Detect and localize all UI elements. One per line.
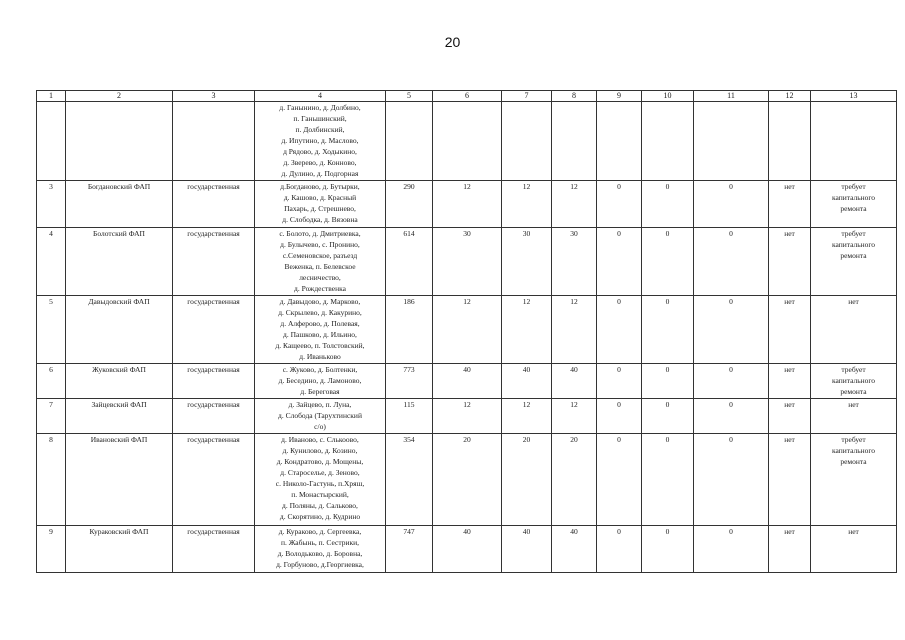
- col8-cell: 12: [552, 181, 597, 228]
- col6-cell: 12: [433, 181, 502, 228]
- row-number-cell: 6: [37, 364, 66, 399]
- col8-cell: 20: [552, 434, 597, 526]
- row-number-cell: 7: [37, 399, 66, 434]
- col11-cell: [694, 102, 769, 181]
- column-header: 9: [597, 91, 642, 102]
- col7-cell: 12: [502, 296, 552, 364]
- villages-cell: д. Зайцево, п. Луна, д. Слобода (Тарухтинский с/о): [255, 399, 386, 434]
- col5-cell: [386, 102, 433, 181]
- fap-name-cell: Ивановский ФАП: [66, 434, 173, 526]
- ownership-cell: государственная: [173, 228, 255, 296]
- condition-cell: требует капитального ремонта: [811, 364, 897, 399]
- col12-cell: нет: [769, 296, 811, 364]
- col10-cell: 0: [642, 296, 694, 364]
- col10-cell: 0: [642, 399, 694, 434]
- col10-cell: 0: [642, 181, 694, 228]
- col5-cell: 354: [386, 434, 433, 526]
- table-row: [37, 364, 897, 399]
- table-row: [37, 228, 897, 296]
- row-number-cell: 8: [37, 434, 66, 526]
- col7-cell: 12: [502, 181, 552, 228]
- ownership-cell: государственная: [173, 181, 255, 228]
- villages-cell: д. Кураково, д. Сергеевка, п. Жабынь, п. Сестрики, д. Володьково, д. Боровна, д. Горбуново, д.Георгиевка,: [255, 526, 386, 573]
- col7-cell: 30: [502, 228, 552, 296]
- column-header: 12: [769, 91, 811, 102]
- table-header-row: [37, 91, 897, 102]
- col9-cell: [597, 102, 642, 181]
- villages-cell: с. Жуково, д. Болтенки, д. Беседино, д. Ламоново, д. Береговая: [255, 364, 386, 399]
- col11-cell: 0: [694, 364, 769, 399]
- col5-cell: 614: [386, 228, 433, 296]
- col11-cell: 0: [694, 526, 769, 573]
- col11-cell: 0: [694, 296, 769, 364]
- row-number-cell: 3: [37, 181, 66, 228]
- villages-cell: д.Богданово, д. Бутырки, д. Кашово, д. Красный Пахарь, д. Стрешнево, д. Слободка, д. Вязовна: [255, 181, 386, 228]
- col8-cell: 12: [552, 399, 597, 434]
- column-header: 8: [552, 91, 597, 102]
- col7-cell: 20: [502, 434, 552, 526]
- col7-cell: 40: [502, 526, 552, 573]
- col5-cell: 747: [386, 526, 433, 573]
- column-header: 2: [66, 91, 173, 102]
- col12-cell: нет: [769, 364, 811, 399]
- col12-cell: нет: [769, 434, 811, 526]
- villages-cell: д. Давыдово, д. Марково, д. Скрылево, д. Какурино, д. Алферово, д. Полевая, д. Пашково, д. Ильино, д. Кащеево, п. Толстовский, д. Иваньково: [255, 296, 386, 364]
- ownership-cell: государственная: [173, 364, 255, 399]
- fap-name-cell: Болотский ФАП: [66, 228, 173, 296]
- col6-cell: [433, 102, 502, 181]
- col12-cell: [769, 102, 811, 181]
- col8-cell: 12: [552, 296, 597, 364]
- ownership-cell: государственная: [173, 526, 255, 573]
- col8-cell: 30: [552, 228, 597, 296]
- condition-cell: требует капитального ремонта: [811, 228, 897, 296]
- col6-cell: 12: [433, 399, 502, 434]
- col6-cell: 20: [433, 434, 502, 526]
- column-header: 11: [694, 91, 769, 102]
- col5-cell: 290: [386, 181, 433, 228]
- villages-cell: д. Иваново, с. Слькоово, д. Кунилово, д. Козино, д. Кондратово, д. Мощены, д. Староселье, д. Зеново, с. Николо-Гастунь, п.Хряш, п. Монастырский, д. Поляны, д. Сальково, д. Скорятино, д. Кудрино: [255, 434, 386, 526]
- condition-cell: [811, 102, 897, 181]
- col11-cell: 0: [694, 399, 769, 434]
- col12-cell: нет: [769, 526, 811, 573]
- fap-name-cell: Давыдовский ФАП: [66, 296, 173, 364]
- col8-cell: 40: [552, 364, 597, 399]
- col10-cell: 0: [642, 526, 694, 573]
- condition-cell: нет: [811, 399, 897, 434]
- col6-cell: 12: [433, 296, 502, 364]
- fap-name-cell: Богдановский ФАП: [66, 181, 173, 228]
- fap-name-cell: [66, 102, 173, 181]
- condition-cell: требует капитального ремонта: [811, 434, 897, 526]
- column-header: 13: [811, 91, 897, 102]
- col11-cell: 0: [694, 228, 769, 296]
- column-header: 1: [37, 91, 66, 102]
- column-header: 7: [502, 91, 552, 102]
- col6-cell: 30: [433, 228, 502, 296]
- col11-cell: 0: [694, 181, 769, 228]
- column-header: 10: [642, 91, 694, 102]
- row-number-cell: [37, 102, 66, 181]
- condition-cell: нет: [811, 296, 897, 364]
- col9-cell: 0: [597, 228, 642, 296]
- col12-cell: нет: [769, 399, 811, 434]
- col9-cell: 0: [597, 399, 642, 434]
- villages-cell: с. Болото, д. Дмитриевка, д. Булычево, с. Пронино, с.Семеновское, разъезд Веженка, п. Белевское лесничество, д. Рождественка: [255, 228, 386, 296]
- col9-cell: 0: [597, 181, 642, 228]
- table-row: [37, 102, 897, 181]
- col10-cell: 0: [642, 228, 694, 296]
- col5-cell: 773: [386, 364, 433, 399]
- column-header: 6: [433, 91, 502, 102]
- table-row: [37, 181, 897, 228]
- table-row: [37, 526, 897, 573]
- col11-cell: 0: [694, 434, 769, 526]
- col6-cell: 40: [433, 526, 502, 573]
- col7-cell: [502, 102, 552, 181]
- fap-name-cell: Жуковский ФАП: [66, 364, 173, 399]
- ownership-cell: [173, 102, 255, 181]
- col8-cell: [552, 102, 597, 181]
- col7-cell: 12: [502, 399, 552, 434]
- col9-cell: 0: [597, 364, 642, 399]
- fap-registry-table: [36, 90, 897, 573]
- condition-cell: требует капитального ремонта: [811, 181, 897, 228]
- villages-cell: д. Ганынино, д. Долбино, п. Ганьшинский, п. Долбинский, д. Ипутино, д. Маслово, д Рядово, д. Ходыкино, д. Зверево, д. Конново, д. Дулино, д. Подгорная: [255, 102, 386, 181]
- row-number-cell: 5: [37, 296, 66, 364]
- page-number: 20: [444, 34, 461, 50]
- fap-name-cell: Кураковский ФАП: [66, 526, 173, 573]
- col9-cell: 0: [597, 526, 642, 573]
- ownership-cell: государственная: [173, 434, 255, 526]
- ownership-cell: государственная: [173, 296, 255, 364]
- column-header: 3: [173, 91, 255, 102]
- column-header: 5: [386, 91, 433, 102]
- table-row: [37, 434, 897, 526]
- col12-cell: нет: [769, 228, 811, 296]
- col10-cell: 0: [642, 434, 694, 526]
- row-number-cell: 9: [37, 526, 66, 573]
- col9-cell: 0: [597, 296, 642, 364]
- condition-cell: нет: [811, 526, 897, 573]
- table-row: [37, 399, 897, 434]
- ownership-cell: государственная: [173, 399, 255, 434]
- row-number-cell: 4: [37, 228, 66, 296]
- col12-cell: нет: [769, 181, 811, 228]
- col7-cell: 40: [502, 364, 552, 399]
- col10-cell: 0: [642, 364, 694, 399]
- column-header: 4: [255, 91, 386, 102]
- table-row: [37, 296, 897, 364]
- col5-cell: 186: [386, 296, 433, 364]
- col8-cell: 40: [552, 526, 597, 573]
- col9-cell: 0: [597, 434, 642, 526]
- col10-cell: [642, 102, 694, 181]
- col5-cell: 115: [386, 399, 433, 434]
- col6-cell: 40: [433, 364, 502, 399]
- fap-name-cell: Зайцевский ФАП: [66, 399, 173, 434]
